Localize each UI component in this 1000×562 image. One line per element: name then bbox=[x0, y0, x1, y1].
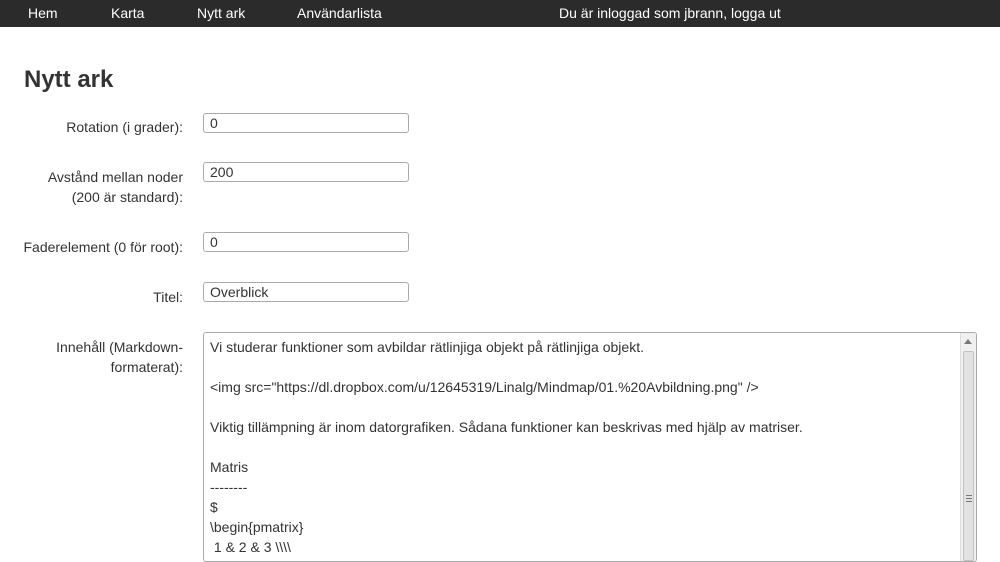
nav-map-link[interactable]: Karta bbox=[111, 5, 145, 21]
content-label bbox=[56, 337, 183, 377]
distance-label bbox=[48, 167, 183, 207]
content-line: <img src="https://dl.dropbox.com/u/12645319/Linalg/Mindmap/01.%20Avbildning.png" /> bbox=[210, 379, 759, 395]
rotation-input[interactable] bbox=[203, 113, 409, 133]
content-line: Matris bbox=[210, 459, 249, 475]
logout-link[interactable]: Du är inloggad som jbrann, logga ut bbox=[559, 5, 781, 21]
content-line bbox=[210, 357, 956, 377]
nav-new-sheet-link[interactable]: Nytt ark bbox=[197, 5, 246, 21]
distance-label-line2: (200 är standard): bbox=[71, 189, 183, 205]
content-scrollbar[interactable] bbox=[960, 333, 976, 561]
title-label: Titel: bbox=[153, 289, 183, 305]
top-navigation-bar bbox=[0, 0, 1000, 27]
content-line: -------- bbox=[210, 479, 248, 495]
scroll-up-arrow-icon[interactable] bbox=[964, 339, 972, 344]
parent-element-label: Faderelement (0 för root): bbox=[23, 239, 183, 255]
content-line: Vi studerar funktioner som avbildar rätlinjiga objekt på rätlinjiga objekt. bbox=[210, 339, 644, 355]
content-label-line2: formaterat): bbox=[110, 359, 183, 375]
content-line: \begin{pmatrix} bbox=[210, 519, 304, 535]
grip-icon bbox=[966, 495, 972, 504]
content-label-line1: Innehåll (Markdown- bbox=[56, 339, 183, 355]
content-line: Viktig tillämpning är inom datorgrafiken. Sådana funktioner kan beskrivas med hjälp av matriser. bbox=[210, 419, 803, 435]
content-line bbox=[210, 397, 956, 417]
content-textarea[interactable] bbox=[203, 332, 977, 562]
content-line bbox=[210, 437, 956, 457]
rotation-label: Rotation (i grader): bbox=[66, 119, 183, 135]
title-input[interactable] bbox=[203, 282, 409, 302]
nav-user-list-link[interactable]: Användarlista bbox=[297, 5, 382, 21]
nav-home-link[interactable]: Hem bbox=[28, 5, 58, 21]
distance-label-line1: Avstånd mellan noder bbox=[47, 169, 183, 185]
page-title: Nytt ark bbox=[24, 66, 114, 93]
content-line: 1 & 2 & 3 \\\\ bbox=[210, 539, 291, 555]
distance-input[interactable] bbox=[203, 162, 409, 182]
content-line: $ bbox=[210, 499, 218, 515]
content-text[interactable] bbox=[210, 337, 956, 557]
parent-element-input[interactable] bbox=[203, 232, 409, 252]
scroll-thumb[interactable] bbox=[963, 351, 974, 561]
